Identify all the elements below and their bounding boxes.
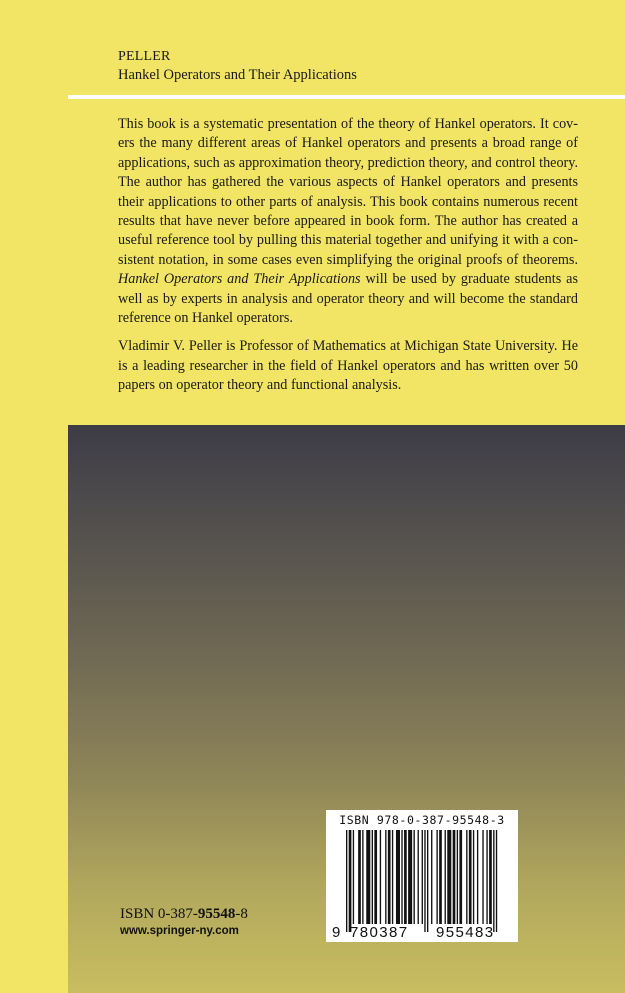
barcode-digit-first: 9 [332, 924, 342, 941]
barcode-bar [453, 830, 456, 924]
barcode-bar [353, 830, 354, 924]
barcode-bar [388, 830, 391, 924]
description-text-end: will be used by graduate students as well as by experts in analysis and operator theory and will become the standard reference on Hankel operators. [118, 271, 578, 327]
barcode-bar [374, 830, 377, 924]
barcode-bar [358, 830, 361, 924]
barcode-bar [414, 830, 415, 924]
author-bio-paragraph: Vladimir V. Peller is Professor of Mathematics at Michigan State University. He is a leading researcher in the field of Hankel operators and has written over 50 papers on operator theory and functional analysis. [118, 338, 578, 394]
barcode [326, 810, 518, 942]
barcode-bar [346, 830, 347, 932]
barcode-bar [424, 830, 425, 932]
barcode-bar [496, 830, 497, 932]
barcode-bar [459, 830, 462, 924]
barcode-bar [431, 830, 432, 924]
barcode-bar [493, 830, 494, 932]
barcode-bar [447, 830, 451, 924]
barcode-bar [362, 830, 363, 924]
isbn-bold-part: 95548 [197, 906, 236, 922]
back-cover-isbn-block [120, 905, 248, 939]
barcode-bar [482, 830, 483, 924]
barcode-bar [408, 830, 412, 924]
barcode-bar [477, 830, 478, 924]
description-paragraph [118, 115, 578, 328]
description-text-start: This book is a systematic presentation of the theory of Hankel operators. It covers the many different areas of Hankel operators and presents a broad range of applications, such as approximation theory, prediction theory, and control theory. The author has gathered the various aspects of Hankel operators and presents their applications to other parts of analysis. This book contains numerous recent results that have never before appeared in book form. The author has created a useful reference tool by pulling this material together and unifying it with a consistent notation, in some cases even simplifying the original proofs of theorems. [118, 116, 578, 268]
author-name: PELLER [118, 49, 171, 64]
barcode-bar [457, 830, 458, 924]
barcode-bar [392, 830, 393, 924]
barcode-bar [469, 830, 472, 924]
barcode-bar [396, 830, 400, 924]
back-cover-isbn [120, 905, 248, 923]
barcode-digits-right: 955483 [436, 924, 495, 941]
barcode-bar [436, 830, 437, 924]
barcode-bar [349, 830, 352, 932]
barcode-bar [385, 830, 386, 924]
barcode-bar [466, 830, 467, 924]
barcode-digits-left: 780387 [350, 924, 409, 941]
barcode-bars [326, 810, 518, 942]
barcode-bar [366, 830, 370, 924]
barcode-bar [380, 830, 381, 924]
barcode-bar [422, 830, 423, 924]
book-title: Hankel Operators and Their Applications [118, 67, 357, 83]
barcode-bar [404, 830, 407, 924]
barcode-bar [439, 830, 442, 924]
cover-header [118, 47, 578, 85]
barcode-bar [401, 830, 402, 924]
barcode-bar [445, 830, 446, 924]
barcode-bar [486, 830, 487, 924]
barcode-isbn-label: ISBN 978-0-387-95548-3 [339, 813, 505, 827]
isbn-suffix: -8 [235, 906, 248, 922]
barcode-bar [489, 830, 492, 924]
barcode-bar [427, 830, 428, 932]
description-book-title-italic: Hankel Operators and Their Applications [118, 271, 361, 288]
isbn-prefix: ISBN 0-387- [120, 906, 198, 922]
publisher-url: www.springer-ny.com [120, 925, 239, 937]
barcode-bar [372, 830, 373, 924]
barcode-bar [473, 830, 474, 924]
barcode-bar [418, 830, 419, 924]
book-description [118, 115, 578, 405]
header-divider [68, 95, 625, 99]
